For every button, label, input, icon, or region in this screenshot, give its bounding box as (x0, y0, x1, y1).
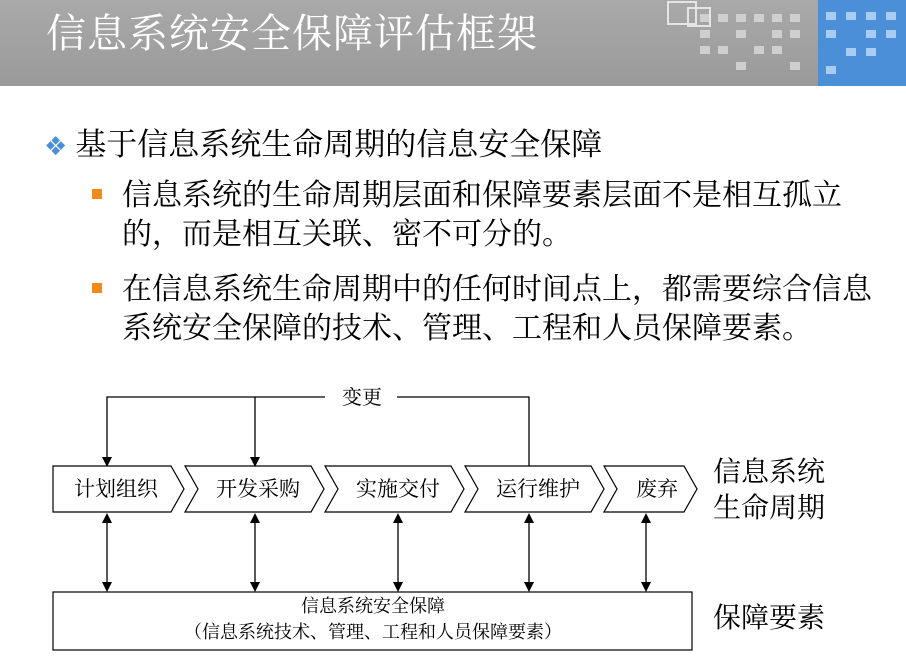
assurance-label: 保障要素 (713, 601, 826, 634)
diamond-bullet-icon: ❖ (44, 132, 68, 162)
lifecycle-label-line2: 生命周期 (713, 491, 826, 524)
phase-dispose: 废弃 (636, 477, 678, 501)
phase-operate: 运行维护 (496, 477, 580, 501)
phase-implement: 实施交付 (356, 477, 440, 501)
assurance-box-title: 信息系统安全保障 (301, 596, 445, 617)
sub-bullet-1-text: 信息系统的生命周期层面和保障要素层面不是相互孤立的，而是相互关联、密不可分的。 (122, 178, 842, 252)
double-arrows (107, 518, 646, 587)
sub-bullet-2-text: 在信息系统生命周期中的任何时间点上，都需要综合信息系统安全保障的技术、管理、工程和人员保障要素。 (122, 272, 872, 346)
slide-title: 信息系统安全保障评估框架 (46, 11, 538, 57)
assurance-box-subtitle: （信息系统技术、管理、工程和人员保障要素） (184, 622, 562, 643)
phase-plan: 计划组织 (74, 477, 158, 501)
main-bullet-text: 基于信息系统生命周期的信息安全保障 (75, 127, 603, 163)
change-feedback-line (107, 397, 529, 466)
lifecycle-label (713, 454, 825, 526)
phase-develop: 开发采购 (216, 477, 300, 501)
change-label: 变更 (342, 385, 382, 409)
lifecycle-label-line1: 信息系统 (713, 455, 826, 488)
